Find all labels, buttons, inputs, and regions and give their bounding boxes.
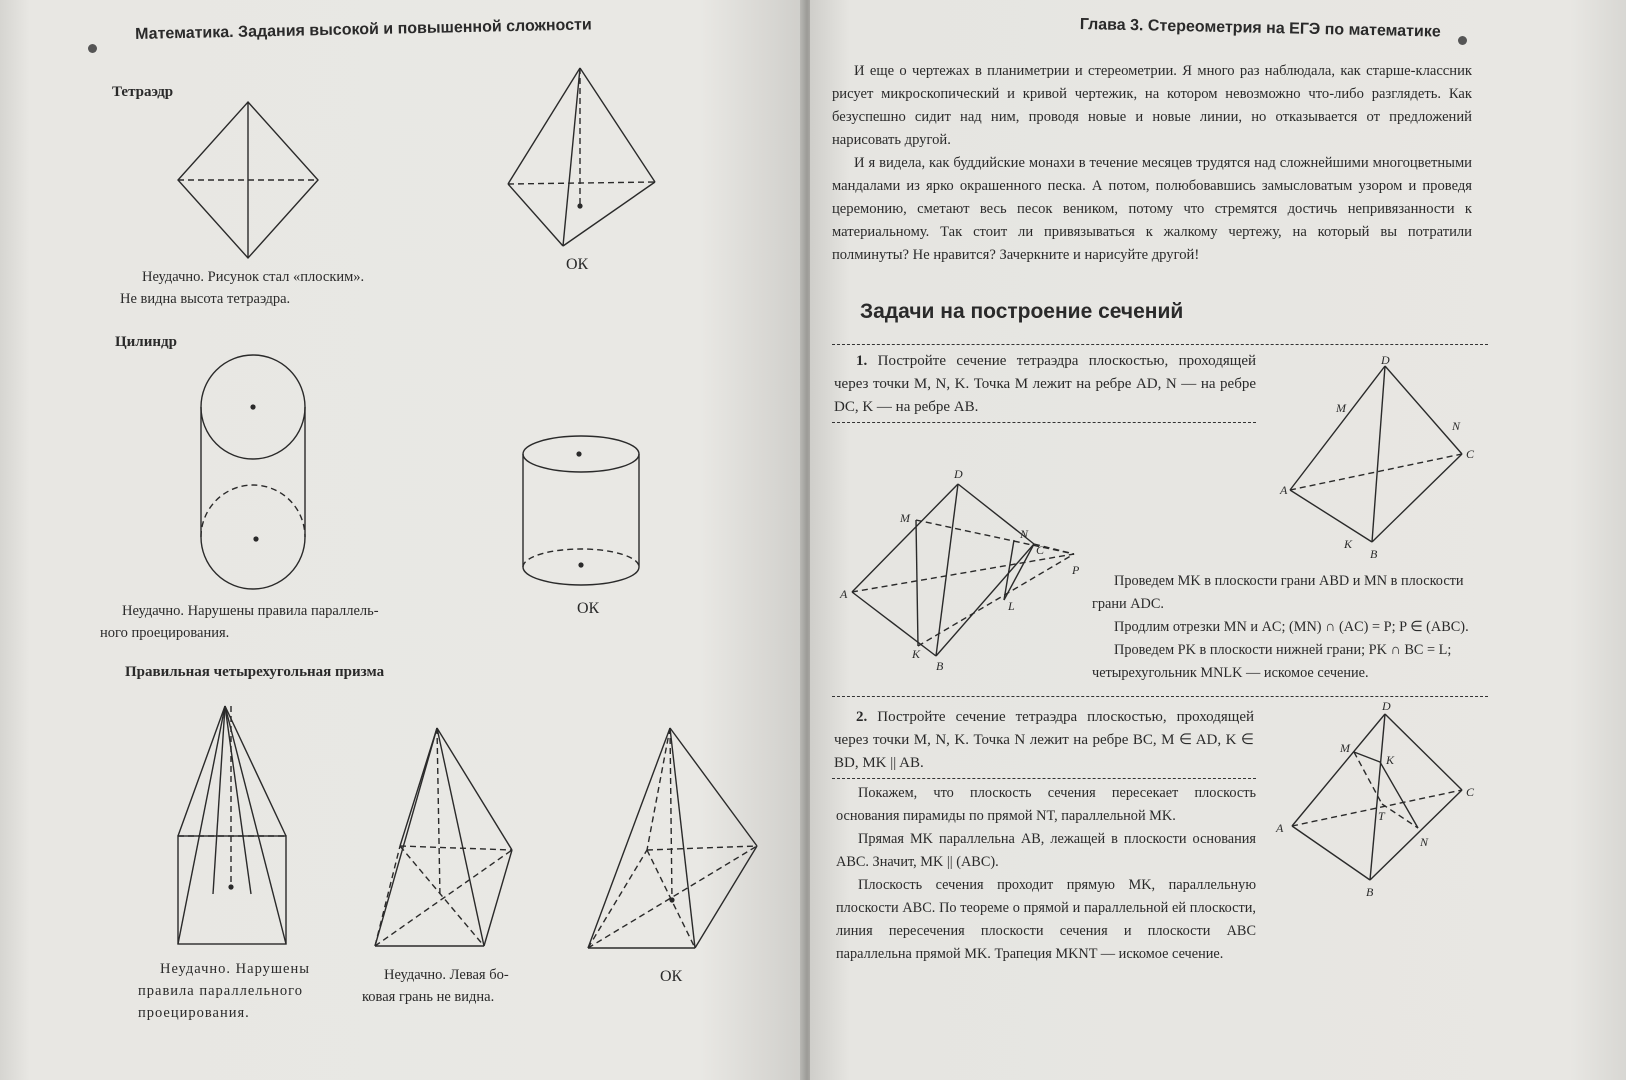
bullet-icon (1458, 36, 1467, 45)
label-D: D (1381, 353, 1390, 367)
tetra-bad-figure (170, 100, 330, 265)
prism-bad1-figure (175, 704, 295, 954)
task2-solution: Покажем, что плоскость сечения пересекает плоскость основания пирамиды по прямой NT, параллельной MK. Прямая MK параллельна AB, лежащей в плоскости основания ABC. Значит, MK || (ABC). Плоскость сечения проходит прямую MK, параллельную плоскости ABC. По теореме о прямой и параллельной ей плоскости, линия пересечения плоскости сечения и плоскости ABC параллельна прямой MK. Трапеция MKNT — искомое сечение. (836, 785, 1256, 962)
caption-tetra-bad: Неудачно. Рисунок стал «плоским». Не видна высота тетраэдра. (120, 269, 365, 307)
task1-section-figure (838, 460, 1093, 680)
section-heading: Задачи на построение сечений (860, 300, 1184, 323)
label-B: B (936, 659, 944, 673)
caption-tetra-ok: ОК (566, 256, 589, 273)
left-page (0, 0, 805, 1080)
running-head-left: Математика. Задания высокой и повышенной сложности (135, 16, 592, 43)
section-cylinder: Цилиндр (115, 334, 177, 350)
task1-text: 1. Постройте сечение тетраэдра плоскостью, проходящей через точки M, N, K. Точка M лежит на ребре AD, N — на ребре DC, K — на ребре AB. (834, 353, 1257, 415)
bullet-icon (88, 44, 97, 53)
caption-prism-bad2: Неудачно. Левая бо- ковая грань не видна. (362, 967, 509, 1005)
task1-divider-bottom (832, 422, 1256, 423)
caption-cylinder-bad: Неудачно. Нарушены правила параллель- ного проецирования. (100, 603, 379, 641)
label-K: K (1386, 753, 1395, 767)
task1-tetra-figure (1280, 353, 1480, 563)
label-N: N (1020, 527, 1029, 541)
section-prism: Правильная четырехугольная призма (125, 664, 385, 680)
task2-divider-top (832, 696, 1488, 697)
label-K: K (912, 647, 921, 661)
tetra-ok-figure (505, 66, 665, 251)
label-A: A (1280, 483, 1288, 497)
label-A: A (840, 587, 848, 601)
section-tetrahedron: Тетраэдр (112, 84, 174, 100)
label-A: A (1276, 821, 1284, 835)
cylinder-ok-figure (520, 434, 644, 594)
label-M: M (1336, 401, 1346, 415)
label-C: C (1466, 785, 1475, 799)
task2-divider-bottom (832, 778, 1256, 779)
prism-bad2-figure (372, 726, 517, 951)
caption-cylinder-ok: ОК (577, 600, 600, 617)
label-M: M (900, 511, 910, 525)
label-P: P (1072, 563, 1080, 577)
label-M: M (1340, 741, 1350, 755)
label-C: C (1036, 543, 1045, 557)
label-D: D (1382, 699, 1391, 713)
label-N: N (1420, 835, 1429, 849)
label-T: T (1378, 809, 1385, 823)
task1-solution: Проведем MK в плоскости грани ABD и MN в плоскости грани ADC. Продлим отрезки MN и AC; (MN) ∩ (AC) = P; P ∈ (ABC). Проведем PK в плоскости нижней грани; PK ∩ BC = L; четырехугольник MNLK — искомое сечение. (1092, 573, 1469, 681)
label-B: B (1370, 547, 1378, 561)
running-head-right: Глава 3. Стереометрия на ЕГЭ по математике (1079, 16, 1441, 41)
caption-prism-ok: ОК (660, 968, 683, 985)
label-K: K (1344, 537, 1353, 551)
label-N: N (1452, 419, 1461, 433)
label-L: L (1008, 599, 1015, 613)
label-B: B (1366, 885, 1374, 899)
task2-section-figure (1270, 700, 1480, 900)
label-D: D (954, 467, 963, 481)
task1-divider-top (832, 344, 1488, 345)
task2-text: 2. Постройте сечение тетраэдра плоскостью, проходящей через точки M, N, K. Точка N лежит на ребре BC, M ∈ AD, K ∈ BD, MK || AB. (834, 709, 1255, 771)
caption-prism-bad1: Неудачно. Нарушены правила параллельного проецирования. (138, 961, 310, 1021)
prism-ok-figure (585, 726, 765, 956)
intro-text: И еще о чертежах в планиметрии и стереометрии. Я много раз наблюдала, как старше-классник рисует микроскопический и кривой чертежик, на котором невозможно что-либо разглядеть. Как безуспешно сидит над ним, проводя новые и новые линии, но отказывается от предложений нарисовать другой. И я видела, как буддийские монахи в течение месяцев трудятся над сложнейшими многоцветными мандалами из ярко окрашенного песка. А потом, полюбовавшись замысловатым узором и проведя церемонию, сметают весь песок веником, потому что стремятся достичь непривязанности к материальному. Так стоит ли привязываться к жалкому чертежу, на который вы потратили полминуты? Не нравится? Зачеркните и нарисуйте другой! (832, 63, 1472, 263)
label-C: C (1466, 447, 1475, 461)
cylinder-bad-figure (198, 354, 314, 594)
right-page (810, 0, 1626, 1080)
